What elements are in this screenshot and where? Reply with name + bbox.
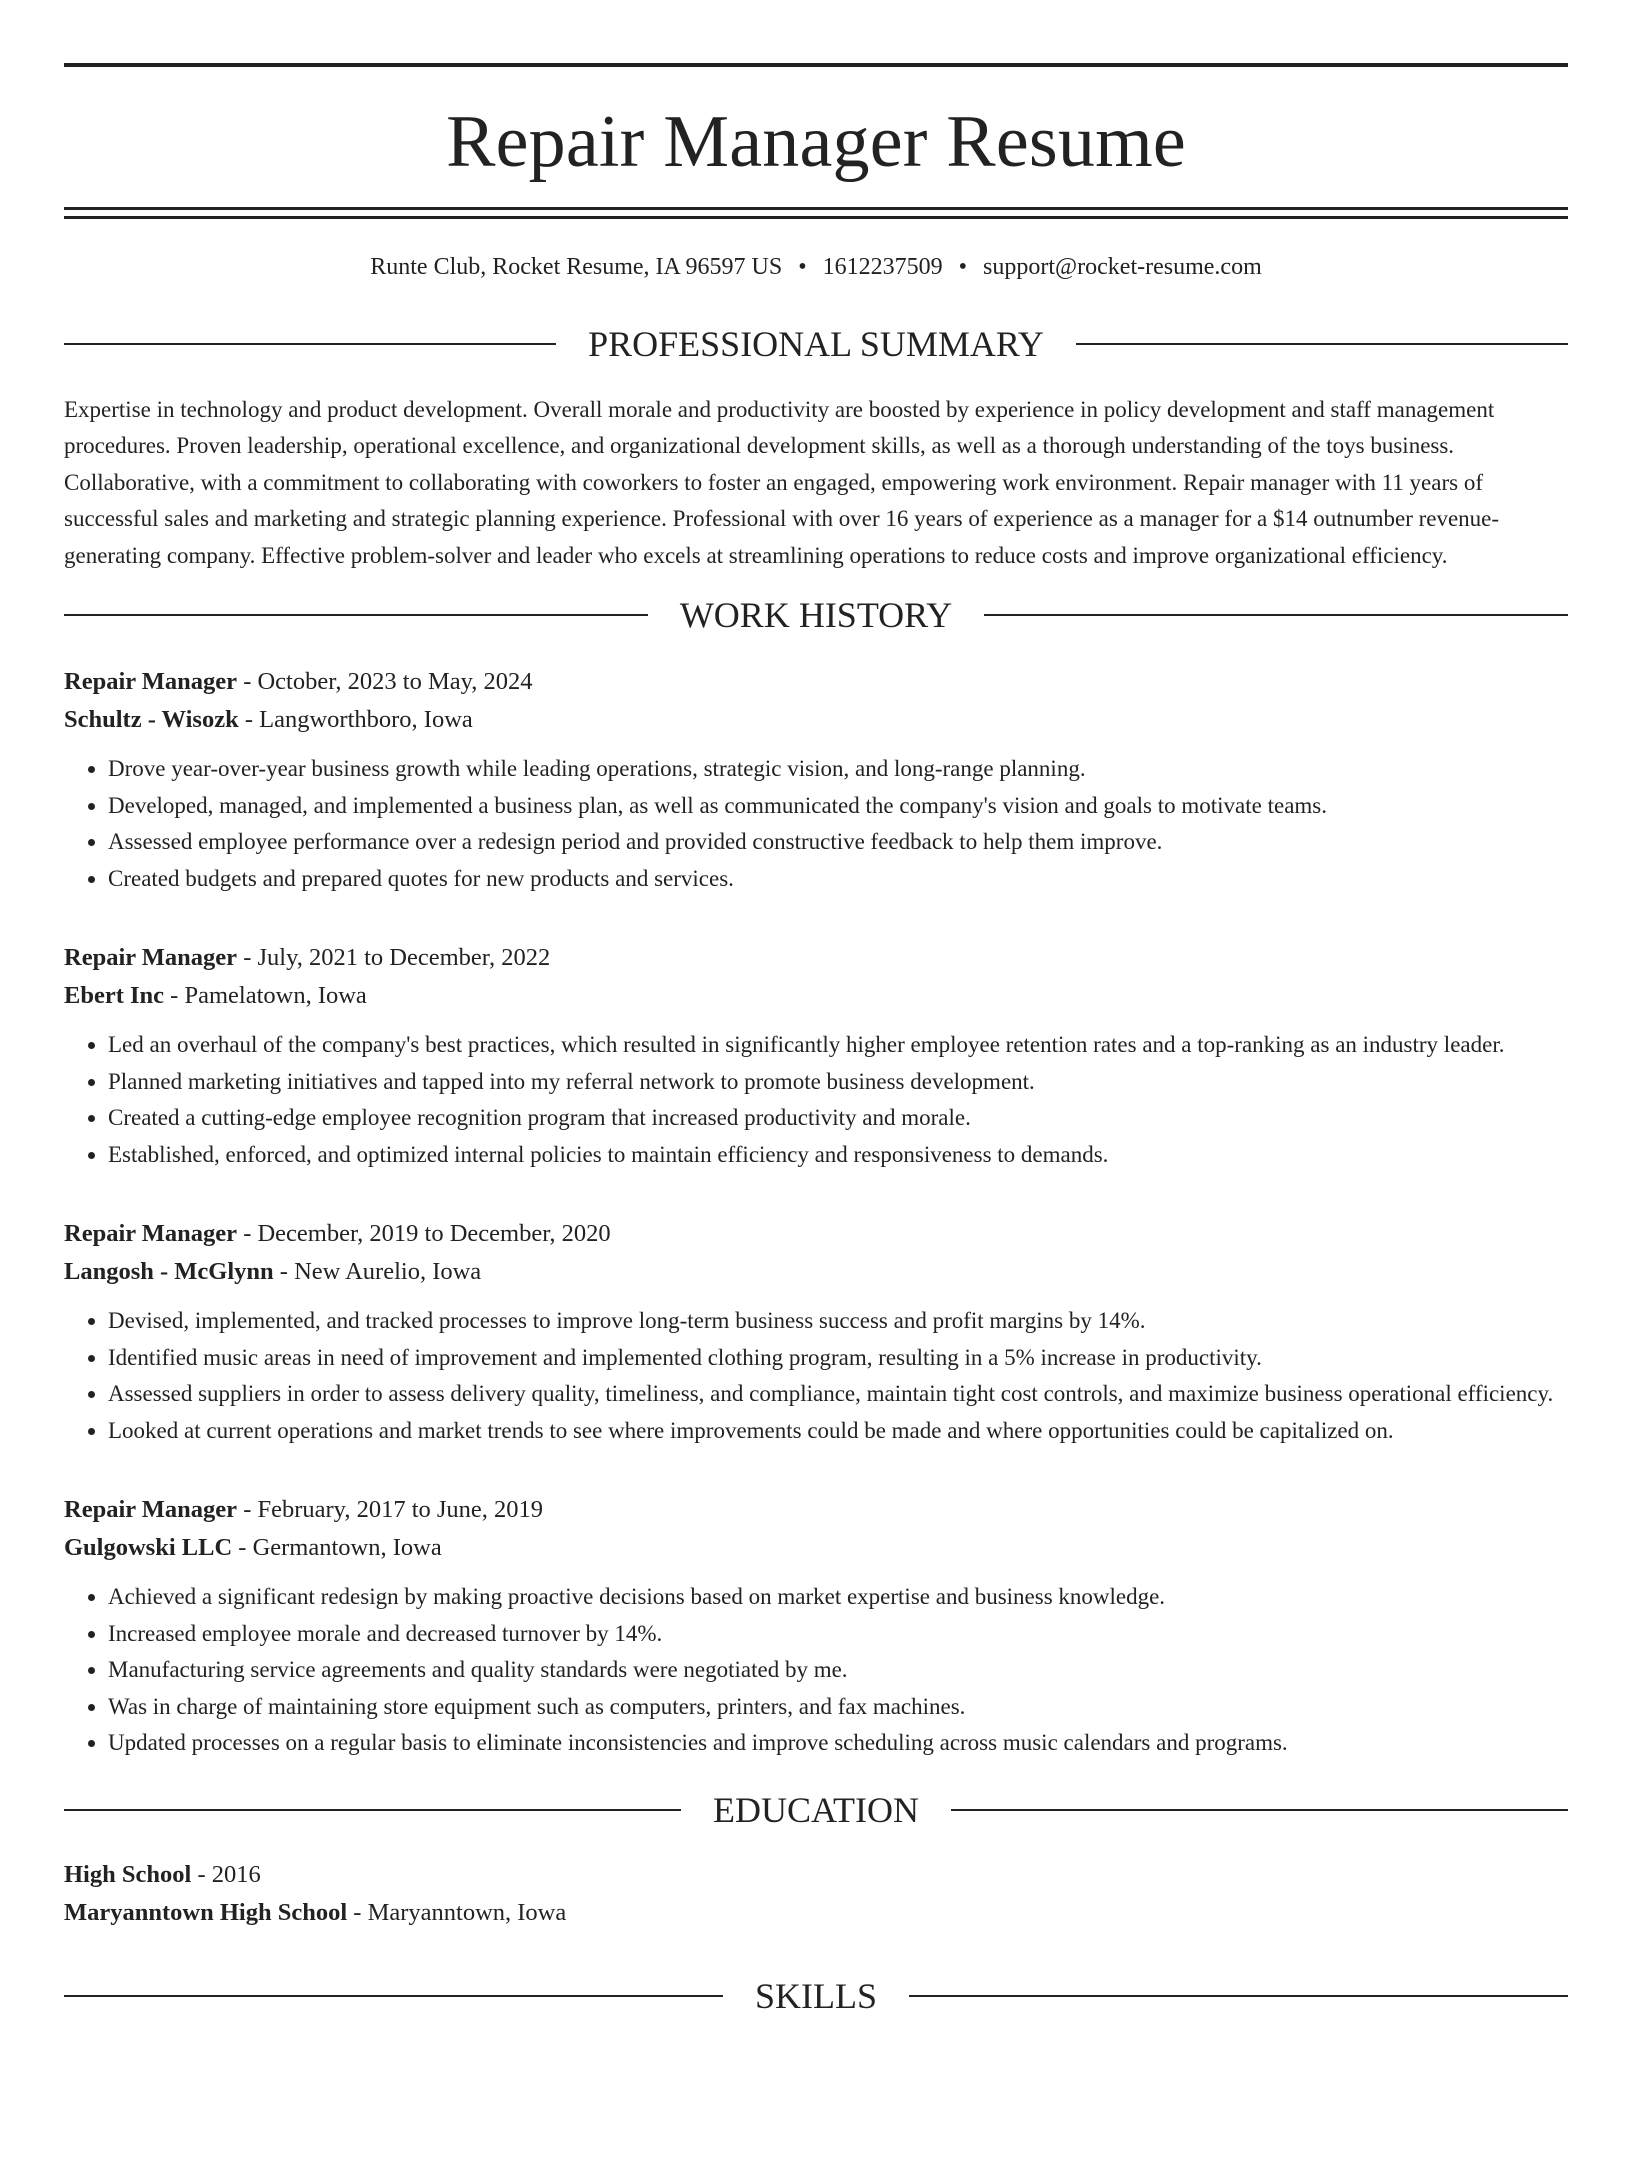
list-item: • Established, enforced, and optimized internal policies to maintain efficiency and responsiveness to demands.	[108, 1137, 1568, 1174]
section-heading-summary	[64, 323, 1568, 364]
job-location: - Germantown, Iowa	[232, 1534, 442, 1562]
job-location: - Langworthboro, Iowa	[238, 706, 473, 734]
job-title: Repair Manager	[64, 668, 238, 696]
job-title-line	[64, 1491, 1568, 1529]
list-item: • Led an overhaul of the company's best practices, which resulted in significantly higher employee retention rates and a top-ranking as an industry leader.	[108, 1027, 1568, 1064]
job-company: Gulgowski LLC	[64, 1534, 233, 1562]
list-item: • Achieved a significant redesign by making proactive decisions based on market expertise and business knowledge.	[108, 1579, 1568, 1616]
job-bullets	[64, 751, 1568, 897]
job-company: Langosh - McGlynn	[64, 1258, 274, 1286]
list-item: • Assessed suppliers in order to assess delivery quality, timeliness, and compliance, maintain tight cost controls, and maximize business operational efficiency.	[108, 1376, 1568, 1413]
job-entry	[64, 1491, 1568, 1762]
list-item: • Planned marketing initiatives and tapped into my referral network to promote business development.	[108, 1064, 1568, 1101]
job-bullets	[64, 1027, 1568, 1173]
job-dates: - February, 2017 to June, 2019	[237, 1496, 544, 1524]
job-title: Repair Manager	[64, 1496, 238, 1524]
page-title: Repair Manager Resume	[446, 101, 1186, 183]
section-title: EDUCATION	[713, 1789, 919, 1830]
job-title-line	[64, 663, 1568, 701]
education-year: - 2016	[191, 1860, 261, 1888]
list-item: • Created a cutting-edge employee recognition program that increased productivity and morale.	[108, 1100, 1568, 1137]
section-title: SKILLS	[755, 1975, 878, 2016]
list-item: • Was in charge of maintaining store equipment such as computers, printers, and fax machines.	[108, 1689, 1568, 1726]
job-dates: - July, 2021 to December, 2022	[237, 944, 551, 972]
section-heading-skills	[64, 1975, 1568, 2016]
title-double-rule	[64, 207, 1568, 219]
section-title: PROFESSIONAL SUMMARY	[588, 323, 1044, 364]
list-item: • Drove year-over-year business growth while leading operations, strategic vision, and long-range planning.	[108, 751, 1568, 788]
section-title: WORK HISTORY	[679, 595, 953, 636]
summary-text: Expertise in technology and product development. Overall morale and productivity are boosted by experience in policy development and staff management procedures. Proven leadership, operational excellence, and organizational development skills, as well as a thorough understanding of the toys business. Collaborative, with a commitment to collaborating with coworkers to foster an engaged, empowering work environment. Repair manager with 11 years of successful sales and marketing and strategic planning experience. Professional with over 16 years of experience as a manager for a $14 outnumber revenue-generating company. Effective problem-solver and leader who excels at streamlining operations to reduce costs and improve organizational efficiency.	[64, 396, 1500, 568]
top-rule	[64, 63, 1568, 67]
job-location: - Pamelatown, Iowa	[164, 982, 367, 1010]
list-item: • Increased employee morale and decreased turnover by 14%.	[108, 1616, 1568, 1653]
list-item: • Created budgets and prepared quotes for new products and services.	[108, 861, 1568, 898]
education-school-line	[64, 1894, 1568, 1932]
list-item: • Assessed employee performance over a redesign period and provided constructive feedback to help them improve.	[108, 824, 1568, 861]
education-degree-line	[64, 1856, 1568, 1894]
education-location: - Maryanntown, Iowa	[347, 1898, 567, 1926]
education-school: Maryanntown High School	[64, 1898, 348, 1926]
job-title: Repair Manager	[64, 1220, 238, 1248]
contact-separator: •	[958, 254, 968, 280]
job-entry	[64, 939, 1568, 1173]
section-heading-education	[64, 1789, 1568, 1830]
job-location: - New Aurelio, Iowa	[273, 1258, 482, 1286]
education-degree: High School	[64, 1860, 192, 1888]
resume-page	[64, 63, 1568, 2014]
job-dates: - October, 2023 to May, 2024	[237, 668, 533, 696]
job-title-line	[64, 1215, 1568, 1253]
job-company: Schultz - Wisozk	[64, 706, 239, 734]
job-company-line	[64, 1253, 1568, 1291]
job-entry	[64, 663, 1568, 897]
job-entry	[64, 1215, 1568, 1449]
list-item: • Manufacturing service agreements and quality standards were negotiated by me.	[108, 1652, 1568, 1689]
contact-phone: 1612237509	[822, 254, 943, 280]
job-company-line	[64, 701, 1568, 739]
list-item: • Developed, managed, and implemented a business plan, as well as communicated the company's vision and goals to motivate teams.	[108, 788, 1568, 825]
job-bullets	[64, 1579, 1568, 1762]
contact-address: Runte Club, Rocket Resume, IA 96597 US	[370, 254, 783, 280]
list-item: • Updated processes on a regular basis to eliminate inconsistencies and improve scheduling across music calendars and programs.	[108, 1725, 1568, 1762]
job-title-line	[64, 939, 1568, 977]
job-company: Ebert Inc	[64, 982, 165, 1010]
contact-line	[64, 253, 1568, 282]
list-item: • Devised, implemented, and tracked processes to improve long-term business success and profit margins by 14%.	[108, 1303, 1568, 1340]
job-title: Repair Manager	[64, 944, 238, 972]
job-company-line	[64, 977, 1568, 1015]
section-heading-work-history	[64, 595, 1568, 636]
job-dates: - December, 2019 to December, 2020	[237, 1220, 611, 1248]
list-item: • Identified music areas in need of improvement and implemented clothing program, resulting in a 5% increase in productivity.	[108, 1340, 1568, 1377]
job-company-line	[64, 1529, 1568, 1567]
job-bullets	[64, 1303, 1568, 1449]
list-item: • Looked at current operations and market trends to see where improvements could be made and where opportunities could be capitalized on.	[108, 1413, 1568, 1450]
contact-email: support@rocket-resume.com	[983, 254, 1262, 280]
contact-separator: •	[798, 254, 807, 280]
